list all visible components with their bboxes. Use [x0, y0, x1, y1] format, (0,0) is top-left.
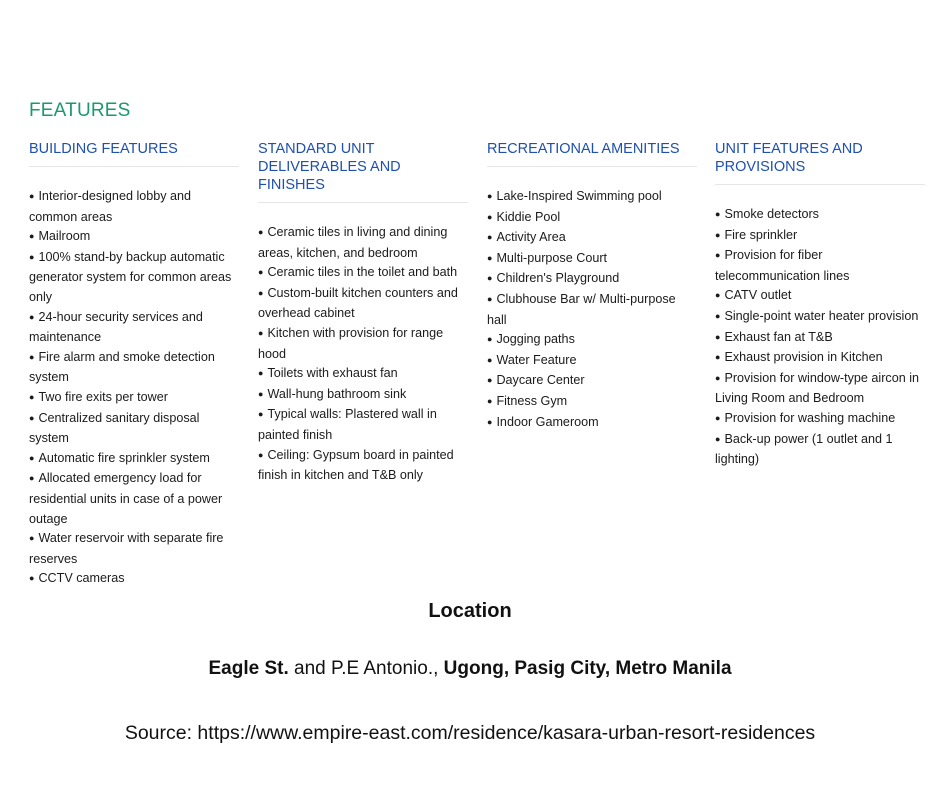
- feature-list: [715, 205, 925, 470]
- list-item: ● Water reservoir with separate fire reserves: [29, 529, 239, 569]
- list-item: ● Back-up power (1 outlet and 1 lighting): [715, 430, 925, 470]
- list-item: ● Smoke detectors: [715, 205, 925, 226]
- list-item: ● CATV outlet: [715, 286, 925, 307]
- list-item: ● Fire alarm and smoke detection system: [29, 348, 239, 388]
- column-recreational-amenities: [487, 140, 697, 433]
- list-item: ● Lake-Inspired Swimming pool: [487, 187, 697, 208]
- source-text: Source: https://www.empire-east.com/residence/kasara-urban-resort-residences: [124, 722, 816, 744]
- list-item: ● Single-point water heater provision: [715, 307, 925, 328]
- location-address: [0, 658, 940, 680]
- list-item: ● Ceiling: Gypsum board in painted finish in kitchen and T&B only: [258, 446, 468, 486]
- list-item: ● Exhaust fan at T&B: [715, 328, 925, 349]
- address-area: Ugong, Pasig City, Metro Manila: [443, 658, 732, 679]
- list-item: ● Activity Area: [487, 228, 697, 249]
- address-street: Eagle St.: [208, 658, 289, 679]
- list-item: ● Wall-hung bathroom sink: [258, 385, 468, 406]
- column-heading: BUILDING FEATURES: [29, 140, 239, 167]
- list-item: ● CCTV cameras: [29, 569, 239, 590]
- list-item: ● Indoor Gameroom: [487, 413, 697, 434]
- list-item: ● Centralized sanitary disposal system: [29, 409, 239, 449]
- column-heading: UNIT FEATURES AND PROVISIONS: [715, 140, 925, 185]
- list-item: ● Kitchen with provision for range hood: [258, 324, 468, 364]
- list-item: ● Provision for window-type aircon in Living Room and Bedroom: [715, 369, 925, 409]
- list-item: ● Custom-built kitchen counters and overhead cabinet: [258, 284, 468, 324]
- list-item: ● Interior-designed lobby and common areas: [29, 187, 239, 227]
- column-standard-unit: [258, 140, 468, 486]
- list-item: ● Jogging paths: [487, 330, 697, 351]
- list-item: ● Water Feature: [487, 351, 697, 372]
- list-item: ● Toilets with exhaust fan: [258, 364, 468, 385]
- address-middle: and P.E Antonio.,: [288, 658, 444, 679]
- list-item: ● Typical walls: Plastered wall in painted finish: [258, 405, 468, 445]
- list-item: ● Ceramic tiles in the toilet and bath: [258, 263, 468, 284]
- list-item: ● Provision for washing machine: [715, 409, 925, 430]
- list-item: ● Daycare Center: [487, 371, 697, 392]
- list-item: ● Fitness Gym: [487, 392, 697, 413]
- feature-list: [258, 223, 468, 486]
- list-item: ● Allocated emergency load for residential units in case of a power outage: [29, 469, 239, 529]
- list-item: ● Multi-purpose Court: [487, 249, 697, 270]
- list-item: ● Children's Playground: [487, 269, 697, 290]
- list-item: ● Exhaust provision in Kitchen: [715, 348, 925, 369]
- features-title: FEATURES: [29, 100, 131, 121]
- list-item: ● Clubhouse Bar w/ Multi-purpose hall: [487, 290, 697, 330]
- location-title: Location: [428, 600, 512, 622]
- list-item: ● Mailroom: [29, 227, 239, 248]
- list-item: ● 24-hour security services and maintenance: [29, 308, 239, 348]
- column-heading: RECREATIONAL AMENITIES: [487, 140, 697, 167]
- column-heading: STANDARD UNIT DELIVERABLES AND FINISHES: [258, 140, 468, 203]
- column-building-features: [29, 140, 239, 590]
- list-item: ● Two fire exits per tower: [29, 388, 239, 409]
- column-unit-features: [715, 140, 925, 470]
- list-item: ● Fire sprinkler: [715, 226, 925, 247]
- feature-list: [487, 187, 697, 433]
- list-item: ● Kiddie Pool: [487, 208, 697, 229]
- feature-list: [29, 187, 239, 590]
- list-item: ● Automatic fire sprinkler system: [29, 449, 239, 470]
- list-item: ● 100% stand-by backup automatic generator system for common areas only: [29, 248, 239, 308]
- list-item: ● Ceramic tiles in living and dining areas, kitchen, and bedroom: [258, 223, 468, 263]
- list-item: ● Provision for fiber telecommunication lines: [715, 246, 925, 286]
